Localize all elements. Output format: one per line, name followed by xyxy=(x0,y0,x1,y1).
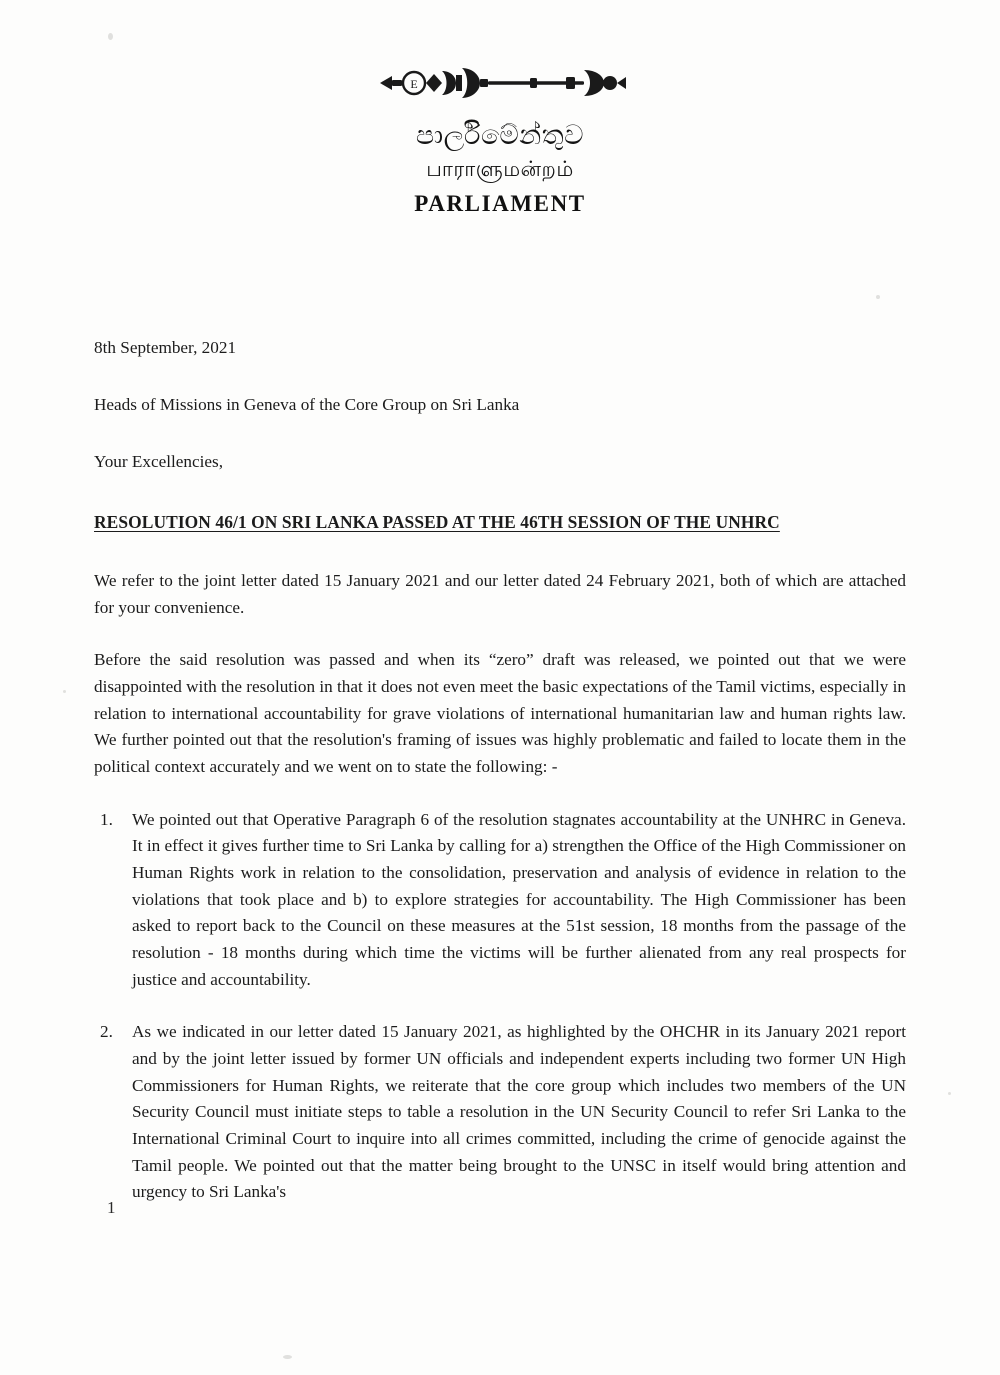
letter-paragraph: We refer to the joint letter dated 15 January 2021 and our letter dated 24 February 2021, both of which are attached for your convenience. xyxy=(94,571,906,617)
letterhead-tamil-title: பாராளுமன்றம் xyxy=(426,157,574,182)
svg-text:E: E xyxy=(410,77,418,91)
letterhead-sinhala-title: පාර්ලිමේන්තුව xyxy=(415,120,585,151)
letter-salutation: Your Excellencies, xyxy=(94,451,224,471)
letter-date: 8th September, 2021 xyxy=(94,338,237,358)
letter-recipient: Heads of Missions in Geneva of the Core Group on Sri Lanka xyxy=(94,394,520,414)
letterhead xyxy=(0,0,1000,217)
letter-body xyxy=(94,217,906,1206)
scan-speck xyxy=(948,1092,951,1095)
scan-speck xyxy=(63,690,66,693)
letterhead-english-title: PARLIAMENT xyxy=(414,191,586,217)
scan-speck xyxy=(108,33,113,40)
letter-paragraph: Before the said resolution was passed and when its “zero” draft was released, we pointed out that we were disappointed with the resolution in that it does not even meet the basic expectations of the Tamil victims, especially in relation to international accountability for grave violations of international humanitarian law and human rights law. We further pointed out that the resolution's framing of issues was highly problematic and failed to locate them in the political context accurately and we went on to state the following: - xyxy=(94,650,906,777)
page-number: 1 xyxy=(107,1198,116,1217)
letter-subject-heading: RESOLUTION 46/1 ON SRI LANKA PASSED AT THE 46TH SESSION OF THE UNHRC xyxy=(94,512,780,533)
numbered-points-list xyxy=(94,807,906,1206)
parliament-mace-emblem-icon xyxy=(370,62,630,104)
scan-speck xyxy=(876,295,880,299)
list-item: We pointed out that Operative Paragraph 6 of the resolution stagnates accountability at the UNHRC in Geneva. It in effect it gives further time to Sri Lanka by calling for a) strengthen the Office of the High Commissioner on Human Rights work in relation to the consolidation, preservation and analysis of evidence in relation to the violations that took place and b) to explore strategies for accountability. The High Commissioner has been asked to report back to the Council on these measures at the 51st session, 18 months from the passage of the resolution - 18 months during which time the victims will be further alienated from any real prospects for justice and accountability. xyxy=(132,809,906,989)
scan-speck xyxy=(283,1355,292,1359)
list-item: As we indicated in our letter dated 15 January 2021, as highlighted by the OHCHR in its January 2021 report and by the joint letter issued by former UN officials and independent experts including two former UN High Commissioners for Human Rights, we reiterate that the core group which includes two members of the UN Security Council must initiate steps to table a resolution in the UN Security Council to refer Sri Lanka to the International Criminal Court to inquire into all crimes committed, including the crime of genocide against the Tamil people. We pointed out that the matter being brought to the UNSC in itself would bring attention and urgency to Sri Lanka's xyxy=(132,1022,906,1202)
